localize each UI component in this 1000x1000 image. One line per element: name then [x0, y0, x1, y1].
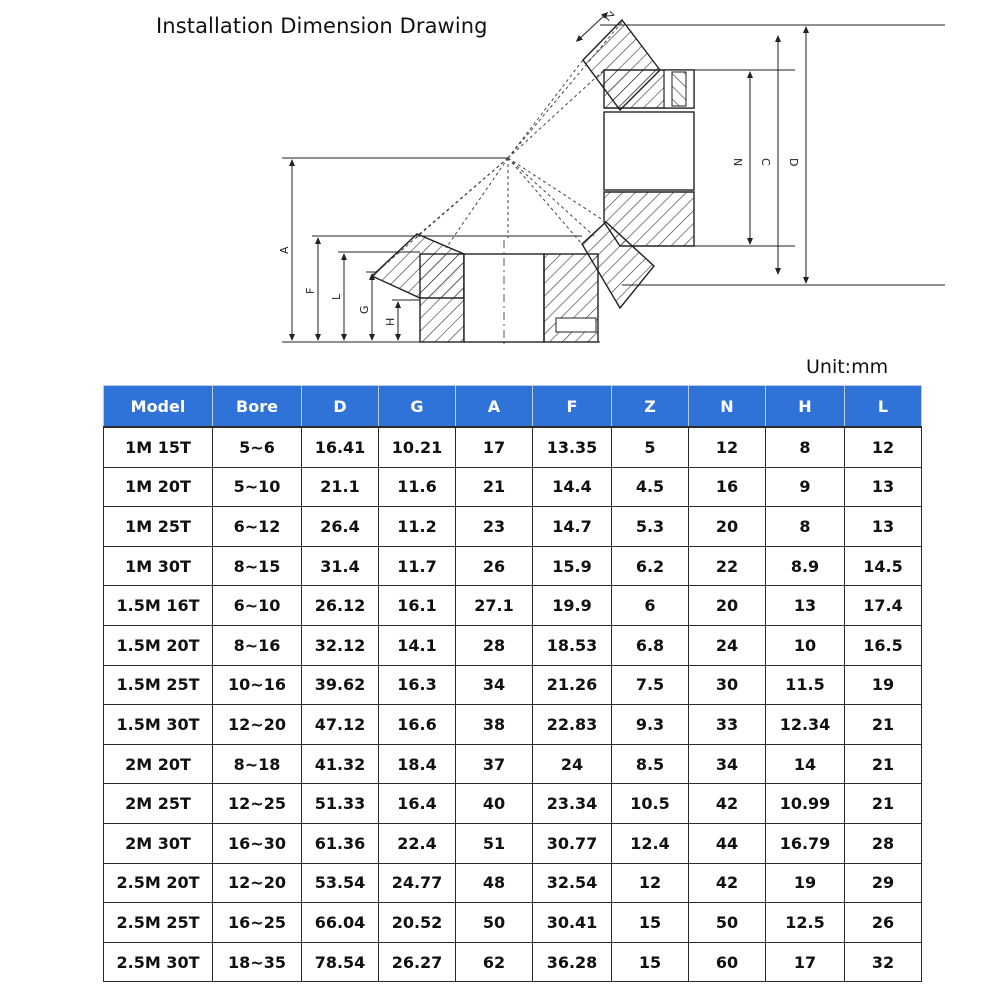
table-cell-g: 16.4 — [379, 784, 456, 824]
table-cell-g: 26.27 — [379, 942, 456, 982]
table-row — [104, 705, 922, 745]
table-cell-f: 22.83 — [533, 705, 612, 745]
table-cell-model: 1M 20T — [104, 467, 213, 507]
table-cell-bore: 16~25 — [213, 903, 302, 943]
table-cell-a: 28 — [456, 625, 533, 665]
table-cell-d: 78.54 — [302, 942, 379, 982]
table-cell-d: 26.12 — [302, 586, 379, 626]
table-cell-g: 14.1 — [379, 625, 456, 665]
table-cell-d: 47.12 — [302, 705, 379, 745]
table-cell-z: 15 — [612, 903, 689, 943]
table-cell-f: 14.7 — [533, 507, 612, 547]
table-cell-h: 11.5 — [766, 665, 845, 705]
header-z: Z — [612, 386, 689, 428]
table-cell-a: 38 — [456, 705, 533, 745]
label-n: N — [731, 158, 744, 167]
table-cell-d: 61.36 — [302, 823, 379, 863]
table-cell-a: 17 — [456, 427, 533, 467]
table-cell-d: 21.1 — [302, 467, 379, 507]
label-z: Z — [601, 8, 617, 24]
table-cell-n: 42 — [689, 784, 766, 824]
table-cell-f: 13.35 — [533, 427, 612, 467]
table-cell-l: 13 — [845, 507, 922, 547]
table-cell-model: 2.5M 30T — [104, 942, 213, 982]
table-cell-model: 2M 30T — [104, 823, 213, 863]
table-cell-model: 1.5M 16T — [104, 586, 213, 626]
table-cell-l: 19 — [845, 665, 922, 705]
table-cell-z: 10.5 — [612, 784, 689, 824]
table-cell-l: 12 — [845, 427, 922, 467]
table-body — [104, 427, 922, 982]
installation-drawing — [0, 0, 1000, 360]
label-c: C — [759, 158, 772, 166]
label-g: G — [358, 305, 371, 314]
table-row — [104, 903, 922, 943]
table-cell-l: 29 — [845, 863, 922, 903]
table-cell-z: 15 — [612, 942, 689, 982]
table-cell-bore: 8~16 — [213, 625, 302, 665]
page-title: Installation Dimension Drawing — [156, 14, 488, 38]
table-cell-n: 12 — [689, 427, 766, 467]
table-cell-h: 12.34 — [766, 705, 845, 745]
table-cell-n: 20 — [689, 507, 766, 547]
table-row — [104, 467, 922, 507]
table-cell-h: 13 — [766, 586, 845, 626]
table-cell-l: 16.5 — [845, 625, 922, 665]
table-cell-z: 12.4 — [612, 823, 689, 863]
label-d: D — [787, 158, 800, 167]
table-cell-z: 5 — [612, 427, 689, 467]
table-cell-h: 10 — [766, 625, 845, 665]
table-cell-g: 10.21 — [379, 427, 456, 467]
header-g: G — [379, 386, 456, 428]
table-cell-g: 11.6 — [379, 467, 456, 507]
table-cell-n: 33 — [689, 705, 766, 745]
table-cell-a: 27.1 — [456, 586, 533, 626]
table-cell-bore: 12~20 — [213, 863, 302, 903]
table-row — [104, 625, 922, 665]
table-cell-bore: 5~10 — [213, 467, 302, 507]
table-cell-bore: 5~6 — [213, 427, 302, 467]
table-row — [104, 863, 922, 903]
unit-label: Unit:mm — [806, 356, 889, 378]
table-cell-d: 32.12 — [302, 625, 379, 665]
table-cell-g: 20.52 — [379, 903, 456, 943]
table-cell-model: 1.5M 25T — [104, 665, 213, 705]
table-row — [104, 507, 922, 547]
table-cell-d: 51.33 — [302, 784, 379, 824]
table-cell-g: 16.1 — [379, 586, 456, 626]
table-cell-n: 22 — [689, 546, 766, 586]
table-cell-g: 11.7 — [379, 546, 456, 586]
table-cell-a: 34 — [456, 665, 533, 705]
table-cell-a: 62 — [456, 942, 533, 982]
table-cell-bore: 16~30 — [213, 823, 302, 863]
table-cell-bore: 8~18 — [213, 744, 302, 784]
table-cell-n: 16 — [689, 467, 766, 507]
table-cell-model: 2M 25T — [104, 784, 213, 824]
table-cell-f: 36.28 — [533, 942, 612, 982]
table-cell-h: 8 — [766, 507, 845, 547]
table-cell-h: 17 — [766, 942, 845, 982]
table-cell-h: 16.79 — [766, 823, 845, 863]
table-cell-z: 6.8 — [612, 625, 689, 665]
table-cell-bore: 18~35 — [213, 942, 302, 982]
table-cell-l: 21 — [845, 784, 922, 824]
table-cell-a: 51 — [456, 823, 533, 863]
table-cell-z: 5.3 — [612, 507, 689, 547]
table-cell-g: 16.3 — [379, 665, 456, 705]
table-cell-bore: 6~12 — [213, 507, 302, 547]
table-cell-f: 32.54 — [533, 863, 612, 903]
table-cell-h: 9 — [766, 467, 845, 507]
table-cell-z: 9.3 — [612, 705, 689, 745]
table-cell-model: 2.5M 20T — [104, 863, 213, 903]
table-cell-n: 44 — [689, 823, 766, 863]
header-h: H — [766, 386, 845, 428]
table-cell-a: 50 — [456, 903, 533, 943]
table-row — [104, 665, 922, 705]
table-cell-a: 21 — [456, 467, 533, 507]
table-cell-f: 19.9 — [533, 586, 612, 626]
header-d: D — [302, 386, 379, 428]
table-cell-l: 13 — [845, 467, 922, 507]
table-cell-z: 12 — [612, 863, 689, 903]
table-cell-a: 26 — [456, 546, 533, 586]
table-cell-h: 12.5 — [766, 903, 845, 943]
table-cell-f: 23.34 — [533, 784, 612, 824]
table-cell-n: 60 — [689, 942, 766, 982]
table-cell-model: 1M 30T — [104, 546, 213, 586]
table-row — [104, 586, 922, 626]
table-cell-bore: 6~10 — [213, 586, 302, 626]
table-row — [104, 427, 922, 467]
table-cell-bore: 10~16 — [213, 665, 302, 705]
table-cell-f: 15.9 — [533, 546, 612, 586]
table-cell-h: 8 — [766, 427, 845, 467]
table-cell-model: 1M 15T — [104, 427, 213, 467]
table-cell-l: 28 — [845, 823, 922, 863]
label-f: F — [304, 287, 317, 294]
table-cell-a: 23 — [456, 507, 533, 547]
table-cell-d: 41.32 — [302, 744, 379, 784]
header-a: A — [456, 386, 533, 428]
table-cell-a: 48 — [456, 863, 533, 903]
header-l: L — [845, 386, 922, 428]
table-cell-f: 30.41 — [533, 903, 612, 943]
table-cell-a: 40 — [456, 784, 533, 824]
table-cell-d: 16.41 — [302, 427, 379, 467]
table-cell-bore: 8~15 — [213, 546, 302, 586]
table-cell-bore: 12~25 — [213, 784, 302, 824]
label-a: A — [278, 246, 291, 254]
table-row — [104, 784, 922, 824]
table-cell-l: 21 — [845, 744, 922, 784]
table-cell-f: 24 — [533, 744, 612, 784]
table-cell-f: 14.4 — [533, 467, 612, 507]
header-n: N — [689, 386, 766, 428]
table-cell-model: 2M 20T — [104, 744, 213, 784]
table-cell-g: 11.2 — [379, 507, 456, 547]
spec-table — [103, 385, 922, 982]
table-cell-l: 26 — [845, 903, 922, 943]
table-cell-n: 20 — [689, 586, 766, 626]
table-cell-z: 8.5 — [612, 744, 689, 784]
table-cell-l: 21 — [845, 705, 922, 745]
table-cell-model: 1.5M 30T — [104, 705, 213, 745]
table-cell-z: 4.5 — [612, 467, 689, 507]
table-cell-f: 30.77 — [533, 823, 612, 863]
table-cell-z: 6 — [612, 586, 689, 626]
table-cell-model: 1M 25T — [104, 507, 213, 547]
table-cell-model: 2.5M 25T — [104, 903, 213, 943]
table-row — [104, 744, 922, 784]
table-cell-g: 16.6 — [379, 705, 456, 745]
header-model: Model — [104, 386, 213, 428]
table-cell-n: 24 — [689, 625, 766, 665]
table-cell-f: 21.26 — [533, 665, 612, 705]
table-cell-h: 19 — [766, 863, 845, 903]
lower-gear — [372, 234, 598, 348]
table-cell-n: 30 — [689, 665, 766, 705]
header-f: F — [533, 386, 612, 428]
table-cell-g: 24.77 — [379, 863, 456, 903]
label-h: H — [384, 317, 397, 326]
table-cell-f: 18.53 — [533, 625, 612, 665]
table-row — [104, 823, 922, 863]
table-cell-h: 14 — [766, 744, 845, 784]
table-cell-n: 50 — [689, 903, 766, 943]
table-cell-n: 42 — [689, 863, 766, 903]
label-l: L — [330, 293, 343, 300]
table-cell-a: 37 — [456, 744, 533, 784]
table-cell-d: 39.62 — [302, 665, 379, 705]
table-cell-n: 34 — [689, 744, 766, 784]
table-cell-g: 18.4 — [379, 744, 456, 784]
table-cell-l: 14.5 — [845, 546, 922, 586]
table-cell-h: 8.9 — [766, 546, 845, 586]
table-cell-d: 53.54 — [302, 863, 379, 903]
table-cell-d: 26.4 — [302, 507, 379, 547]
table-row — [104, 546, 922, 586]
table-cell-d: 31.4 — [302, 546, 379, 586]
table-cell-g: 22.4 — [379, 823, 456, 863]
table-cell-z: 6.2 — [612, 546, 689, 586]
table-cell-z: 7.5 — [612, 665, 689, 705]
table-cell-d: 66.04 — [302, 903, 379, 943]
table-cell-bore: 12~20 — [213, 705, 302, 745]
header-bore: Bore — [213, 386, 302, 428]
table-cell-l: 17.4 — [845, 586, 922, 626]
table-cell-model: 1.5M 20T — [104, 625, 213, 665]
table-cell-h: 10.99 — [766, 784, 845, 824]
table-header-row — [104, 386, 922, 428]
table-row — [104, 942, 922, 982]
table-cell-l: 32 — [845, 942, 922, 982]
